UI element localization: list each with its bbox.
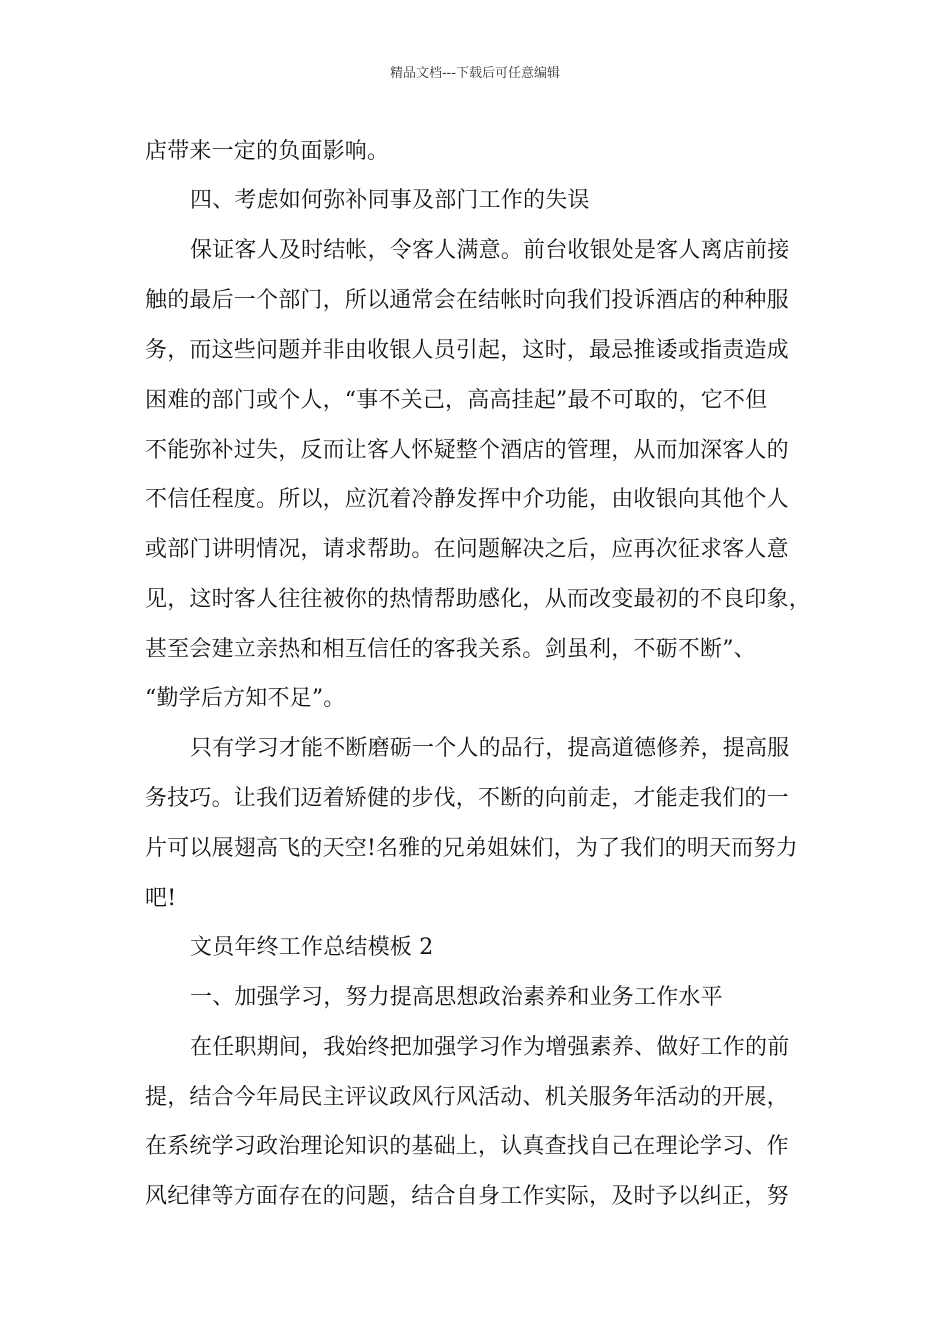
- text-line: 店带来一定的负面影响。: [145, 139, 390, 164]
- text-line: 保证客人及时结帐，令客人满意。前台收银处是客人离店前接: [190, 238, 790, 263]
- text-line: 吧!: [145, 886, 177, 911]
- text-line: “勤学后方知不足”。: [145, 686, 346, 711]
- section-heading: 一、加强学习，努力提高思想政治素养和业务工作水平: [190, 985, 723, 1010]
- text-line: 甚至会建立亲热和相互信任的客我关系。剑虽利，不砺不断”、: [145, 637, 756, 662]
- text-line: 务技巧。让我们迈着矫健的步伐，不断的向前走，才能走我们的一: [145, 786, 789, 811]
- text-line: 风纪律等方面存在的问题，结合自身工作实际，及时予以纠正，努: [145, 1184, 789, 1209]
- text-line: 困难的部门或个人，“事不关己，高高挂起”最不可取的，它不但: [145, 388, 768, 413]
- document-title: 文员年终工作总结模板 2: [190, 935, 434, 960]
- text-line: 务，而这些问题并非由收银人员引起，这时，最忌推诿或指责造成: [145, 338, 789, 363]
- text-line: 不信任程度。所以，应沉着冷静发挥中介功能，由收银向其他个人: [145, 487, 789, 512]
- page-header: 精品文档---下载后可任意编辑: [389, 66, 561, 81]
- text-line: 片可以展翅高飞的天空!名雅的兄弟姐妹们，为了我们的明天而努力: [145, 836, 798, 861]
- text-line: 在系统学习政治理论知识的基础上，认真查找自己在理论学习、作: [145, 1134, 789, 1159]
- text-line: 不能弥补过失，反而让客人怀疑整个酒店的管理，从而加深客人的: [145, 438, 789, 463]
- text-line: 在任职期间，我始终把加强学习作为增强素养、做好工作的前: [190, 1035, 790, 1060]
- text-line: 只有学习才能不断磨砺一个人的品行，提高道德修养，提高服: [190, 736, 790, 761]
- text-line: 触的最后一个部门，所以通常会在结帐时向我们投诉酒店的种种服: [145, 288, 789, 313]
- text-line: 提，结合今年局民主评议政风行风活动、机关服务年活动的开展，: [145, 1085, 789, 1110]
- text-line: 或部门讲明情况，请求帮助。在问题解决之后，应再次征求客人意: [145, 537, 789, 562]
- text-line: 见，这时客人往往被你的热情帮助感化，从而改变最初的不良印象，: [145, 587, 812, 612]
- section-heading: 四、考虑如何弥补同事及部门工作的失误: [190, 188, 590, 213]
